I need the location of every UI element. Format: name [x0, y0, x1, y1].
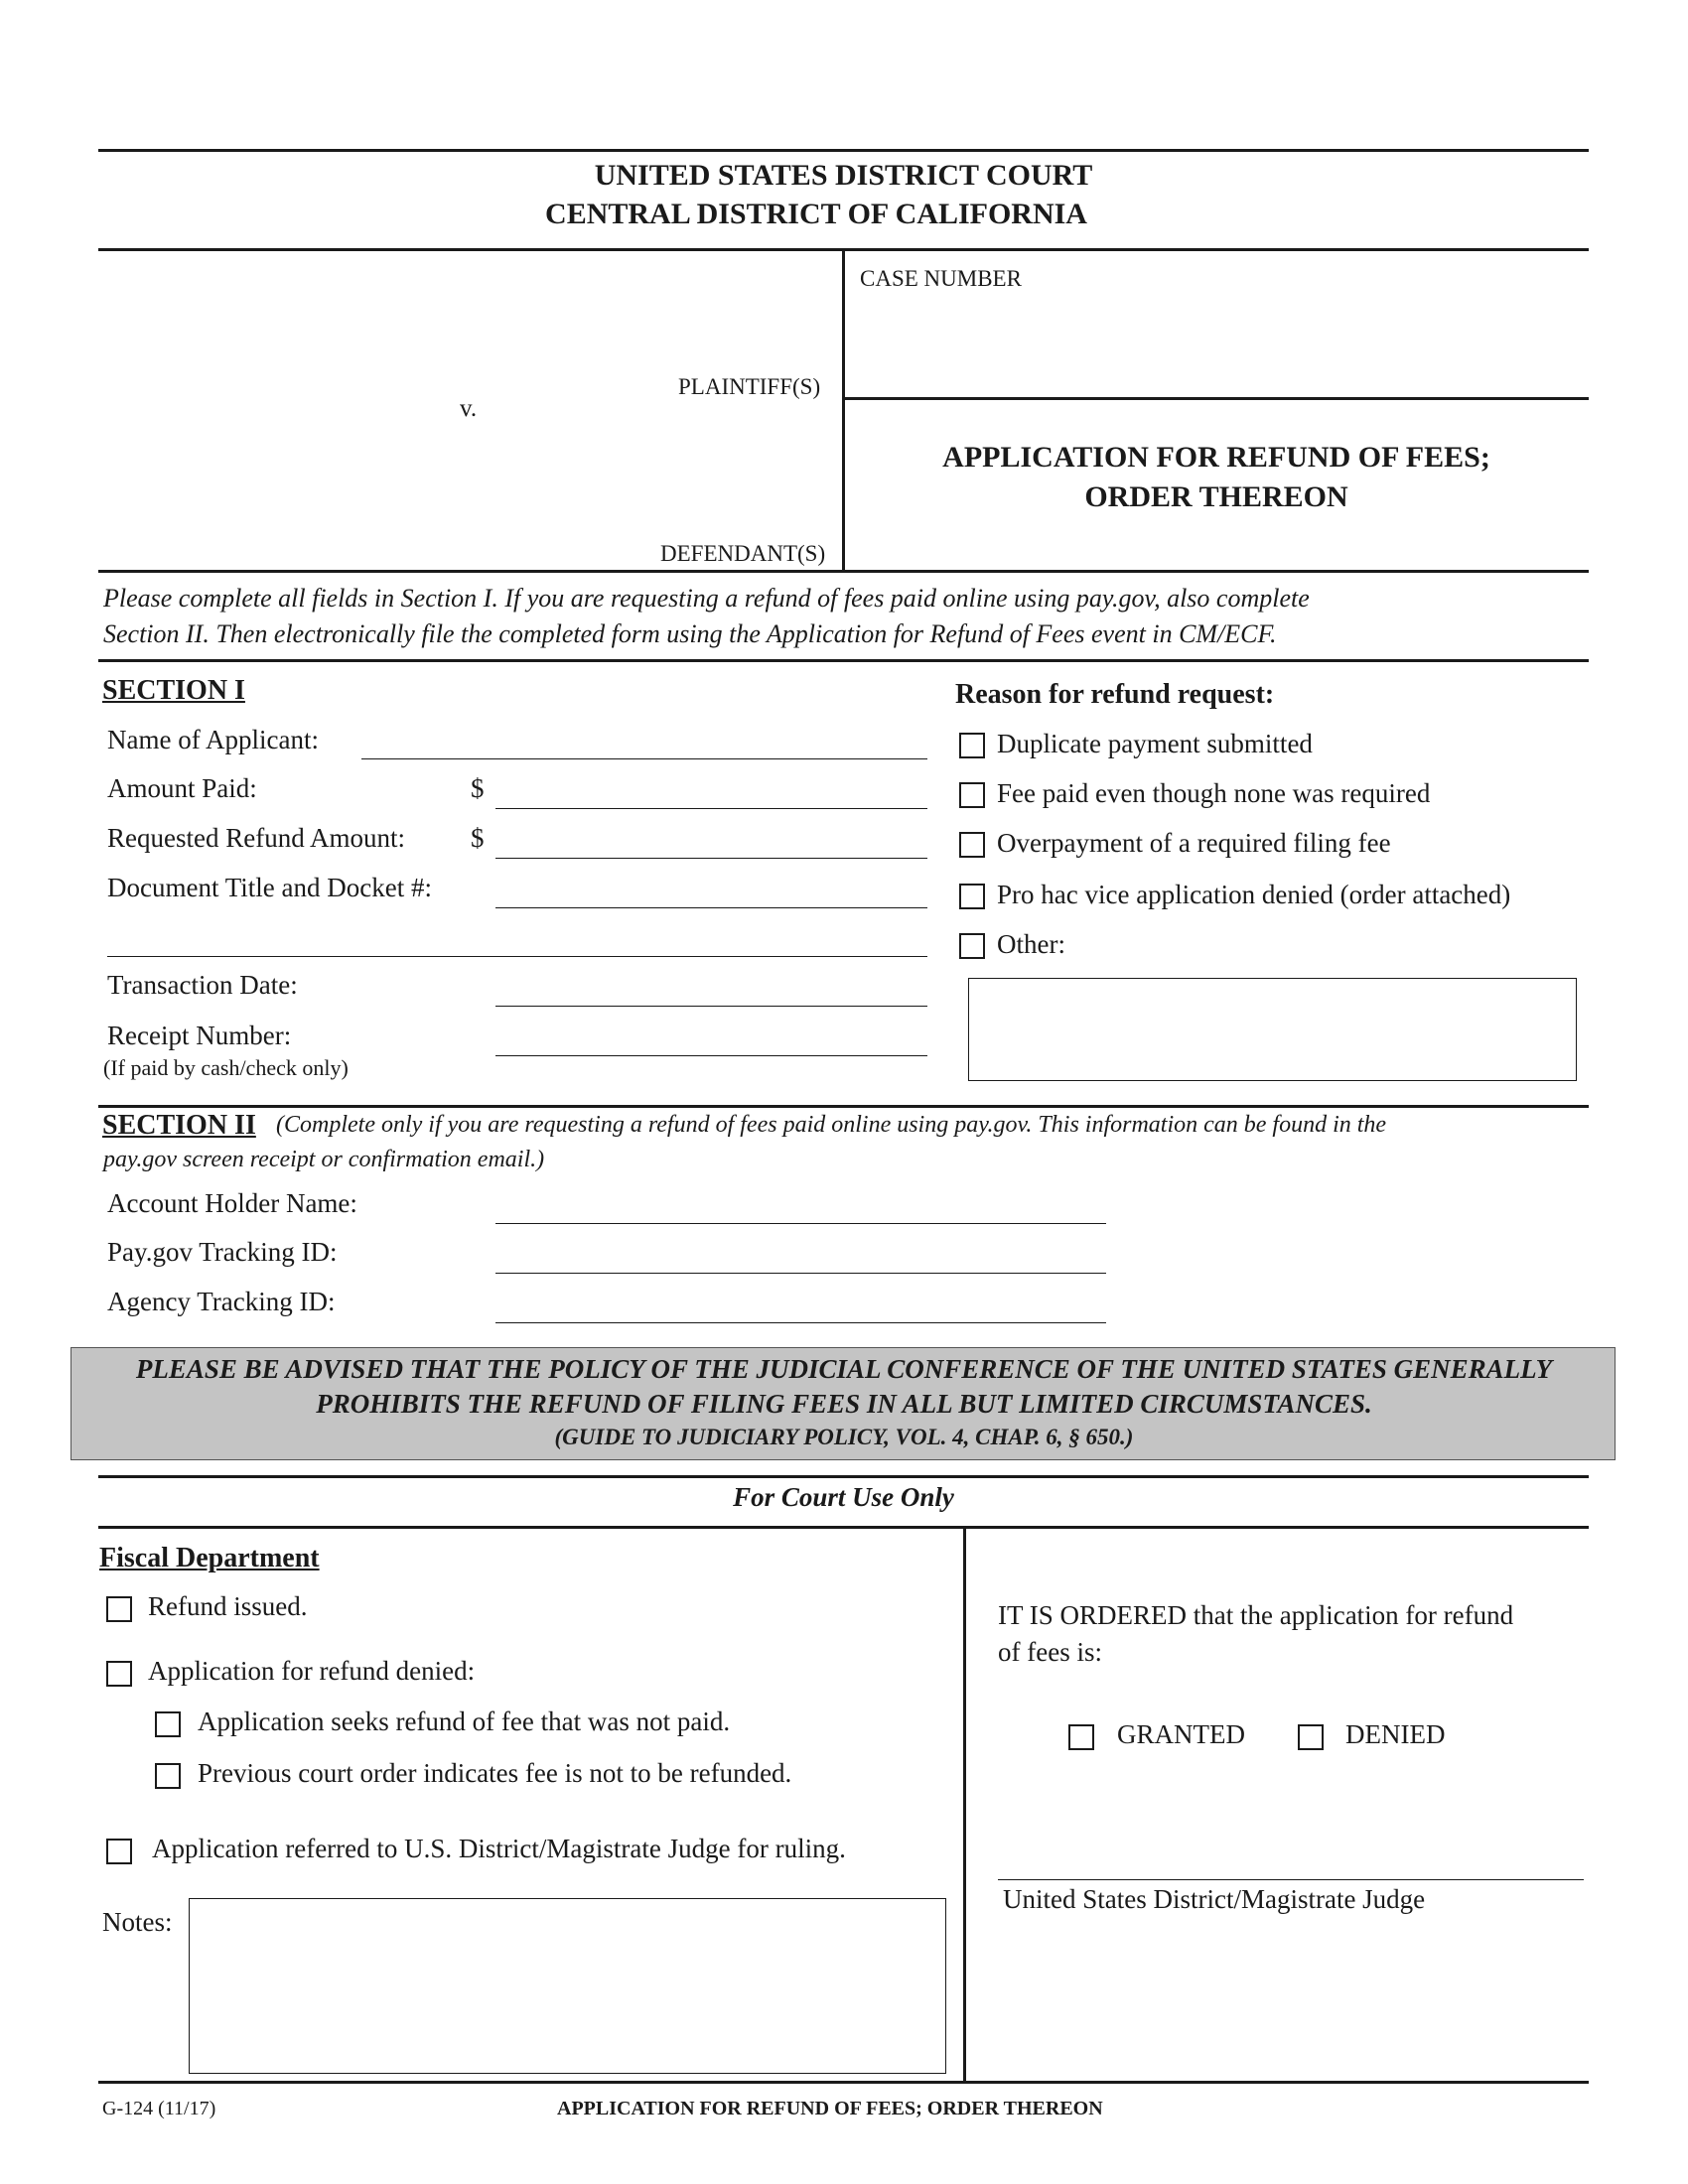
- refund-denied-checkbox[interactable]: [106, 1661, 132, 1687]
- section2-note-line1: (Complete only if you are requesting a refund of fees paid online using pay.gov. This information can be found in the: [276, 1112, 1387, 1138]
- plaintiff-label: PLAINTIFF(S): [678, 374, 821, 399]
- reason-pro-hac-vice-checkbox[interactable]: [959, 884, 985, 909]
- applicant-name-label: Name of Applicant:: [107, 725, 319, 754]
- refund-amount-label: Requested Refund Amount:: [107, 823, 405, 853]
- court-name: UNITED STATES DISTRICT COURT: [594, 159, 1093, 192]
- document-title-field[interactable]: [495, 907, 927, 908]
- receipt-number-field[interactable]: [495, 1055, 927, 1056]
- paygov-tracking-label: Pay.gov Tracking ID:: [107, 1237, 338, 1267]
- court-use-top-rule: [98, 1475, 1589, 1478]
- transaction-date-field[interactable]: [495, 1006, 927, 1007]
- caption-bottom-rule: [98, 570, 1589, 573]
- notes-label: Notes:: [102, 1907, 173, 1937]
- policy-notice-line2: PROHIBITS THE REFUND OF FILING FEES IN ALL BUT LIMITED CIRCUMSTANCES.: [316, 1389, 1372, 1419]
- refund-issued-checkbox[interactable]: [106, 1596, 132, 1622]
- transaction-date-label: Transaction Date:: [107, 970, 298, 1000]
- reason-not-required-label: Fee paid even though none was required: [997, 778, 1431, 808]
- notes-textbox[interactable]: [189, 1898, 946, 2074]
- court-use-divider: [963, 1526, 966, 2082]
- denied-court-order-label: Previous court order indicates fee is not to be refunded.: [198, 1758, 792, 1788]
- section2-heading: SECTION II: [102, 1110, 256, 1141]
- form-title-line2: ORDER THEREON: [1084, 480, 1348, 513]
- court-use-bottom-rule: [98, 2081, 1589, 2084]
- refund-amount-field[interactable]: [495, 858, 927, 859]
- referred-checkbox[interactable]: [106, 1839, 132, 1864]
- section1-bottom-rule: [98, 1105, 1589, 1108]
- reason-other-label: Other:: [997, 929, 1065, 959]
- form-title-line1: APPLICATION FOR REFUND OF FEES;: [942, 441, 1490, 474]
- referred-label: Application referred to U.S. District/Magistrate Judge for ruling.: [152, 1834, 846, 1863]
- denied-checkbox[interactable]: [1298, 1724, 1324, 1750]
- reason-not-required-checkbox[interactable]: [959, 782, 985, 808]
- account-holder-label: Account Holder Name:: [107, 1188, 357, 1218]
- document-title-label: Document Title and Docket #:: [107, 873, 432, 902]
- amount-paid-dollar: $: [471, 773, 485, 803]
- policy-notice-line1: PLEASE BE ADVISED THAT THE POLICY OF THE JUDICIAL CONFERENCE OF THE UNITED STATES GENERALLY: [135, 1354, 1553, 1384]
- caption-divider: [842, 248, 845, 572]
- receipt-number-note: (If paid by cash/check only): [103, 1055, 349, 1080]
- case-number-label: CASE NUMBER: [860, 266, 1022, 291]
- order-line1: IT IS ORDERED that the application for refund: [998, 1600, 1514, 1630]
- judge-signature-label: United States District/Magistrate Judge: [1003, 1884, 1426, 1914]
- instructions-line2: Section II. Then electronically file the completed form using the Application for Refund of Fees event in CM/ECF.: [103, 619, 1277, 648]
- granted-label: GRANTED: [1117, 1719, 1245, 1749]
- paygov-tracking-field[interactable]: [495, 1273, 1106, 1274]
- footer-title: APPLICATION FOR REFUND OF FEES; ORDER THEREON: [557, 2098, 1103, 2119]
- refund-issued-label: Refund issued.: [148, 1591, 308, 1621]
- granted-checkbox[interactable]: [1068, 1724, 1094, 1750]
- instructions-rule: [98, 659, 1589, 662]
- case-number-rule: [844, 397, 1589, 400]
- policy-notice-banner: [70, 1347, 1616, 1460]
- court-use-header-rule: [98, 1526, 1589, 1529]
- reason-overpayment-label: Overpayment of a required filing fee: [997, 828, 1391, 858]
- top-rule: [98, 149, 1589, 152]
- versus-label: v.: [460, 395, 478, 422]
- case-number-field[interactable]: [860, 303, 1575, 362]
- denied-court-order-checkbox[interactable]: [155, 1763, 181, 1789]
- defendant-label: DEFENDANT(S): [660, 541, 826, 566]
- instructions-line1: Please complete all fields in Section I. If you are requesting a refund of fees paid online using pay.gov, also complete: [103, 584, 1310, 613]
- policy-notice-citation: (GUIDE TO JUDICIARY POLICY, VOL. 4, CHAP. 6, § 650.): [554, 1425, 1134, 1449]
- section1-heading: SECTION I: [102, 675, 245, 706]
- refund-denied-label: Application for refund denied:: [148, 1656, 476, 1686]
- order-line2: of fees is:: [998, 1637, 1102, 1667]
- refund-amount-dollar: $: [471, 823, 485, 853]
- document-title-field-line2[interactable]: [107, 956, 927, 957]
- court-district: CENTRAL DISTRICT OF CALIFORNIA: [545, 198, 1087, 230]
- denied-not-paid-label: Application seeks refund of fee that was not paid.: [198, 1706, 731, 1736]
- reason-other-checkbox[interactable]: [959, 933, 985, 959]
- account-holder-field[interactable]: [495, 1223, 1106, 1224]
- applicant-name-field[interactable]: [361, 758, 927, 759]
- reason-overpayment-checkbox[interactable]: [959, 832, 985, 858]
- judge-signature-line[interactable]: [998, 1879, 1584, 1880]
- receipt-number-label: Receipt Number:: [107, 1021, 292, 1050]
- denied-not-paid-checkbox[interactable]: [155, 1711, 181, 1737]
- reason-other-textbox[interactable]: [968, 978, 1577, 1081]
- agency-tracking-field[interactable]: [495, 1322, 1106, 1323]
- reason-heading: Reason for refund request:: [955, 679, 1275, 710]
- section2-note-line2: pay.gov screen receipt or confirmation email.): [103, 1147, 545, 1172]
- amount-paid-field[interactable]: [495, 808, 927, 809]
- footer-form-id: G-124 (11/17): [102, 2098, 216, 2119]
- court-use-heading: For Court Use Only: [733, 1482, 954, 1512]
- reason-pro-hac-vice-label: Pro hac vice application denied (order attached): [997, 880, 1511, 909]
- denied-label: DENIED: [1345, 1719, 1446, 1749]
- reason-duplicate-label: Duplicate payment submitted: [997, 729, 1313, 758]
- amount-paid-label: Amount Paid:: [107, 773, 257, 803]
- agency-tracking-label: Agency Tracking ID:: [107, 1287, 336, 1316]
- reason-duplicate-checkbox[interactable]: [959, 733, 985, 758]
- fiscal-heading: Fiscal Department: [99, 1543, 320, 1573]
